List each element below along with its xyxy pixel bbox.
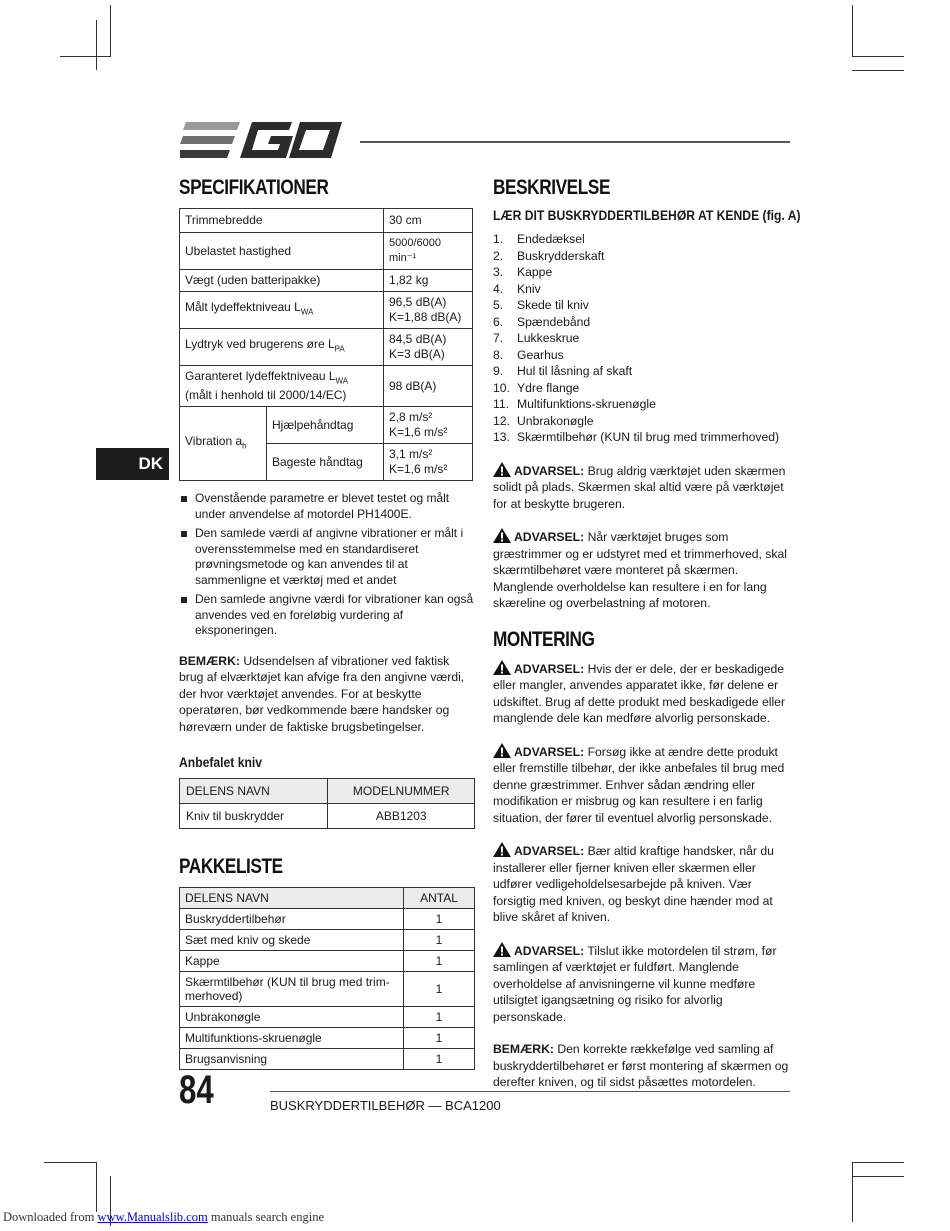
list-item-number: 9.: [493, 364, 504, 378]
spec-label: [180, 292, 384, 329]
vibration-sub-label: Hjælpehåndtag: [267, 407, 384, 444]
table-row: [180, 804, 475, 829]
crop-mark: [852, 70, 904, 71]
list-item-number: 5.: [493, 298, 504, 312]
list-item-text: Gearhus: [517, 347, 564, 362]
column-header: MODELNUMMER: [328, 779, 475, 804]
bullet-icon: [181, 496, 187, 502]
warning-icon: [493, 660, 511, 675]
list-item: [493, 363, 793, 380]
crop-mark: [96, 1162, 97, 1212]
table-cell: Buskryddertilbehør: [180, 909, 404, 930]
crop-mark: [852, 1176, 904, 1177]
table-cell: 1: [404, 1049, 475, 1070]
column-header: ANTAL: [404, 888, 475, 909]
crop-mark: [852, 56, 904, 57]
pack-table: [179, 887, 475, 1070]
spec-value: 30 cm: [384, 209, 473, 233]
crop-mark: [852, 1162, 853, 1222]
list-item-number: 8.: [493, 347, 504, 362]
list-item-number: 10.: [493, 380, 510, 395]
warning-text: Når værktøjet bruges som græstrimmer og er udstyret med et trimmerhoved, skal skærmtilbehøret være monteret på skærmen. Manglende overholdelse kan resultere i en for lang skæreline og overbelastning af motoren.: [493, 530, 787, 610]
vibration-label-text: Vibration a: [185, 434, 243, 449]
list-item-number: 3.: [493, 265, 504, 279]
list-item-text: Den samlede angivne værdi for vibrationer kan også anvendes ved en foreløbig vurdering af eksponeringen.: [195, 592, 474, 638]
list-item: [493, 248, 793, 265]
parts-list: [493, 231, 793, 446]
list-item-number: 13.: [493, 430, 510, 444]
spec-label-sub: WA: [335, 376, 349, 386]
download-note: [3, 1210, 324, 1225]
vibration-sub-label: Bageste håndtag: [267, 444, 384, 481]
list-item-text: Spændebånd: [517, 314, 591, 329]
list-item: [493, 297, 793, 314]
list-item-text: Multifunktions-skruenøgle: [517, 397, 656, 411]
knife-table: [179, 778, 475, 829]
list-item-text: Kniv: [517, 281, 541, 296]
warning-text: Bær altid kraftige handsker, når du installerer eller fjerner kniven eller skærmen eller udfører vedligeholdelsesarbejde på kniven. Vær forsigtig med kniven, og beskyt dine hænder mod at blive skåret af kniven.: [493, 844, 774, 924]
page-number: 84: [179, 1068, 214, 1112]
table-row: [180, 909, 475, 930]
spec-notes-list: [179, 491, 475, 639]
assembly-warnings: [493, 660, 793, 1026]
list-item: [179, 592, 475, 639]
vibration-label-sub: h: [242, 441, 247, 451]
list-item: [179, 491, 475, 522]
spec-label-text: Lydtryk ved brugerens øre L: [185, 337, 335, 352]
list-item: [493, 281, 793, 298]
crop-mark: [852, 1162, 904, 1163]
table-cell: 1: [404, 972, 475, 1007]
table-cell: 1: [404, 951, 475, 972]
table-cell: Brugsanvisning: [180, 1049, 404, 1070]
spec-label-text: Målt lydeffektniveau L: [185, 300, 301, 315]
warning-icon: [493, 528, 511, 543]
table-cell: ABB1203: [328, 804, 475, 829]
list-item-text: Skærmtilbehør (KUN til brug med trimmerhoved): [517, 430, 780, 444]
note-label: BEMÆRK:: [179, 653, 240, 668]
spec-value-line: 3,1 m/s²: [389, 447, 433, 462]
note-label: BEMÆRK:: [493, 1042, 554, 1056]
table-row: [180, 951, 475, 972]
spec-value-line: 96,5 dB(A): [389, 295, 447, 309]
warning-label: ADVARSEL:: [514, 661, 585, 676]
list-item: [493, 231, 793, 248]
list-item: [493, 396, 793, 413]
knife-title: Anbefalet kniv: [179, 755, 263, 771]
spec-label-sub: PA: [334, 344, 345, 354]
spec-label: Trimmebredde: [180, 209, 384, 233]
list-item-text: Buskrydderskaft: [517, 248, 605, 263]
warning-icon: [493, 743, 511, 758]
warning-label: ADVARSEL:: [514, 844, 585, 858]
list-item-text: Ydre flange: [517, 380, 580, 395]
spec-value: 98 dB(A): [384, 366, 473, 407]
warning-text: Tilslut ikke motordelen til strøm, før samlingen af værktøjet er fuldført. Manglende overholdelse af anvisningerne vil kunne medføre utilsigtet igangsætning og risiko for alvorlig personskade.: [493, 943, 777, 1024]
footer-title: BUSKRYDDERTILBEHØR — BCA1200: [270, 1098, 501, 1113]
warning-paragraph: [493, 743, 793, 827]
table-row: [180, 930, 475, 951]
list-item: [493, 413, 793, 430]
warning-icon: [493, 462, 511, 477]
warning-label: ADVARSEL:: [514, 463, 585, 478]
list-item: [493, 330, 793, 347]
ego-logo: [180, 120, 345, 162]
table-cell: 1: [404, 930, 475, 951]
warning-paragraph: [493, 462, 793, 513]
crop-mark: [44, 1162, 96, 1163]
table-cell: Kniv til buskrydder: [180, 804, 328, 829]
table-row: [180, 1007, 475, 1028]
table-header-row: [180, 888, 475, 909]
list-item-text: Hul til låsning af skaft: [517, 364, 633, 378]
table-row: [180, 270, 473, 292]
language-tab: DK: [96, 448, 169, 480]
table-row: [180, 1049, 475, 1070]
spec-label: [180, 366, 384, 407]
list-item-text: Endedæksel: [517, 232, 585, 246]
crop-mark: [96, 20, 97, 70]
spec-value-line: 2,8 m/s²: [389, 410, 433, 425]
list-item: [493, 429, 793, 446]
description-subtitle: LÆR DIT BUSKRYDDERTILBEHØR AT KENDE (fig. A): [493, 208, 801, 223]
warning-icon: [493, 842, 511, 857]
list-item-number: 2.: [493, 248, 504, 263]
spec-label-sub: WA: [300, 307, 314, 317]
table-header-row: [180, 779, 475, 804]
list-item-text: Skede til kniv: [517, 298, 589, 312]
table-cell: Multifunktions-skruenøgle: [180, 1028, 404, 1049]
list-item-text: Kappe: [517, 265, 553, 279]
list-item-number: 12.: [493, 413, 510, 428]
left-column: [179, 176, 475, 1070]
spec-value: [384, 292, 473, 329]
list-item-text: Den samlede værdi af angivne vibrationer er målt i overensstemmelse med en standardiseret prøvningsmetode og kan anvendes til at sammenligne et værktøj med et andet: [195, 526, 464, 587]
column-header: DELENS NAVN: [180, 779, 328, 804]
warning-label: ADVARSEL:: [514, 744, 585, 759]
download-suffix: manuals search engine: [207, 1210, 324, 1224]
list-item: [493, 264, 793, 281]
list-item-text: Lukkeskrue: [517, 331, 580, 345]
list-item: [493, 380, 793, 397]
table-row: [180, 329, 473, 366]
table-cell: 1: [404, 909, 475, 930]
spec-label-line: (målt i henhold til 2000/14/EC): [185, 388, 347, 403]
spec-label: Ubelastet hastighed: [180, 233, 384, 270]
spec-value: [384, 407, 473, 444]
spec-value: [384, 329, 473, 366]
warning-label: ADVARSEL:: [514, 943, 585, 958]
table-row: [180, 233, 473, 270]
specs-table: [179, 208, 473, 481]
table-cell: Kappe: [180, 951, 404, 972]
spec-label-text: Garanteret lydeffektniveau L: [185, 369, 336, 383]
crop-mark: [110, 5, 111, 57]
description-title: BESKRIVELSE: [493, 176, 611, 199]
bullet-icon: [181, 531, 187, 537]
table-row: [180, 1028, 475, 1049]
table-cell: Skærmtilbehør (KUN til brug med trim-merhoved): [180, 972, 404, 1007]
spec-value: [384, 444, 473, 481]
header-rule: [360, 141, 790, 143]
spec-label: [180, 329, 384, 366]
note-text: Den korrekte rækkefølge ved samling af buskryddertilbehøret er først montering af skærmen og derefter kniven, og til sidst påsættes motordelen.: [493, 1042, 789, 1089]
table-row: [180, 209, 473, 233]
list-item-number: 6.: [493, 314, 504, 329]
spec-value-line: K=3 dB(A): [389, 347, 445, 361]
spec-value-line: K=1,6 m/s²: [389, 462, 448, 477]
table-row: [180, 407, 473, 444]
spec-value-line: 84,5 dB(A): [389, 332, 447, 346]
assembly-note: [493, 1041, 793, 1091]
list-item: [493, 347, 793, 364]
description-warnings: [493, 462, 793, 612]
list-item-text: Ovenstående parametre er blevet testet og målt under anvendelse af motordel PH1400E.: [195, 491, 450, 521]
table-row: [180, 972, 475, 1007]
manualslib-link[interactable]: www.Manualslib.com: [97, 1210, 208, 1224]
specs-title: SPECIFIKATIONER: [179, 176, 329, 199]
pack-title: PAKKELISTE: [179, 855, 283, 879]
table-cell: 1: [404, 1007, 475, 1028]
warning-text: Hvis der er dele, der er beskadigede eller mangler, anvendes apparatet ikke, før delene er udskiftet. Brug af dette produkt med beskadigede eller manglende dele kan medføre alvorlig personskade.: [493, 661, 786, 725]
table-cell: Sæt med kniv og skede: [180, 930, 404, 951]
assembly-title: MONTERING: [493, 627, 595, 651]
warning-icon: [493, 942, 511, 957]
bullet-icon: [181, 597, 187, 603]
list-item-text: Unbrakonøgle: [517, 413, 594, 428]
list-item-number: 1.: [493, 232, 504, 246]
column-header: DELENS NAVN: [180, 888, 404, 909]
warning-text: Forsøg ikke at ændre dette produkt eller fremstille tilbehør, der ikke anbefales til brug med denne græstrimmer. Enhver sådan ændring eller modifikation er misbrug og kan resultere i en farlig situation, der fører til eventuel alvorlig personskade.: [493, 744, 785, 825]
list-item-number: 4.: [493, 281, 504, 296]
crop-mark: [60, 56, 110, 57]
spec-value-line: K=1,6 m/s²: [389, 425, 448, 440]
vibration-label: [180, 407, 267, 481]
list-item-number: 7.: [493, 331, 504, 345]
warning-paragraph: [493, 842, 793, 926]
list-item: [179, 526, 475, 588]
footer-rule: [270, 1091, 790, 1092]
download-prefix: Downloaded from: [3, 1210, 98, 1224]
list-item: [493, 314, 793, 331]
spec-value-line: K=1,88 dB(A): [389, 310, 462, 324]
warning-paragraph: [493, 528, 793, 612]
warning-label: ADVARSEL:: [514, 530, 585, 544]
vibration-note: [179, 653, 475, 736]
list-item-number: 11.: [493, 397, 510, 411]
table-cell: 1: [404, 1028, 475, 1049]
warning-paragraph: [493, 942, 793, 1026]
right-column: [493, 176, 801, 1091]
spec-label: Vægt (uden batteripakke): [180, 270, 384, 292]
table-cell: Unbrakonøgle: [180, 1007, 404, 1028]
warning-paragraph: [493, 660, 793, 727]
table-row: [180, 292, 473, 329]
warning-text: Brug aldrig værktøjet uden skærmen solidt på plads. Skærmen skal altid være på værktøjet for at beskytte brugeren.: [493, 463, 786, 511]
table-row: [180, 366, 473, 407]
spec-value: 1,82 kg: [384, 270, 473, 292]
spec-value: 5000/6000 min⁻¹: [384, 233, 473, 270]
crop-mark: [852, 5, 853, 57]
note-text: Udsendelsen af vibrationer ved faktisk brug af elværktøjet kan afvige fra den angivne værdi, der hvor værktøjet anvendes. For at beskytte operatøren, bør vedkommende bære handsker og høreværn under de faktiske brugsbetingelser.: [179, 653, 465, 734]
